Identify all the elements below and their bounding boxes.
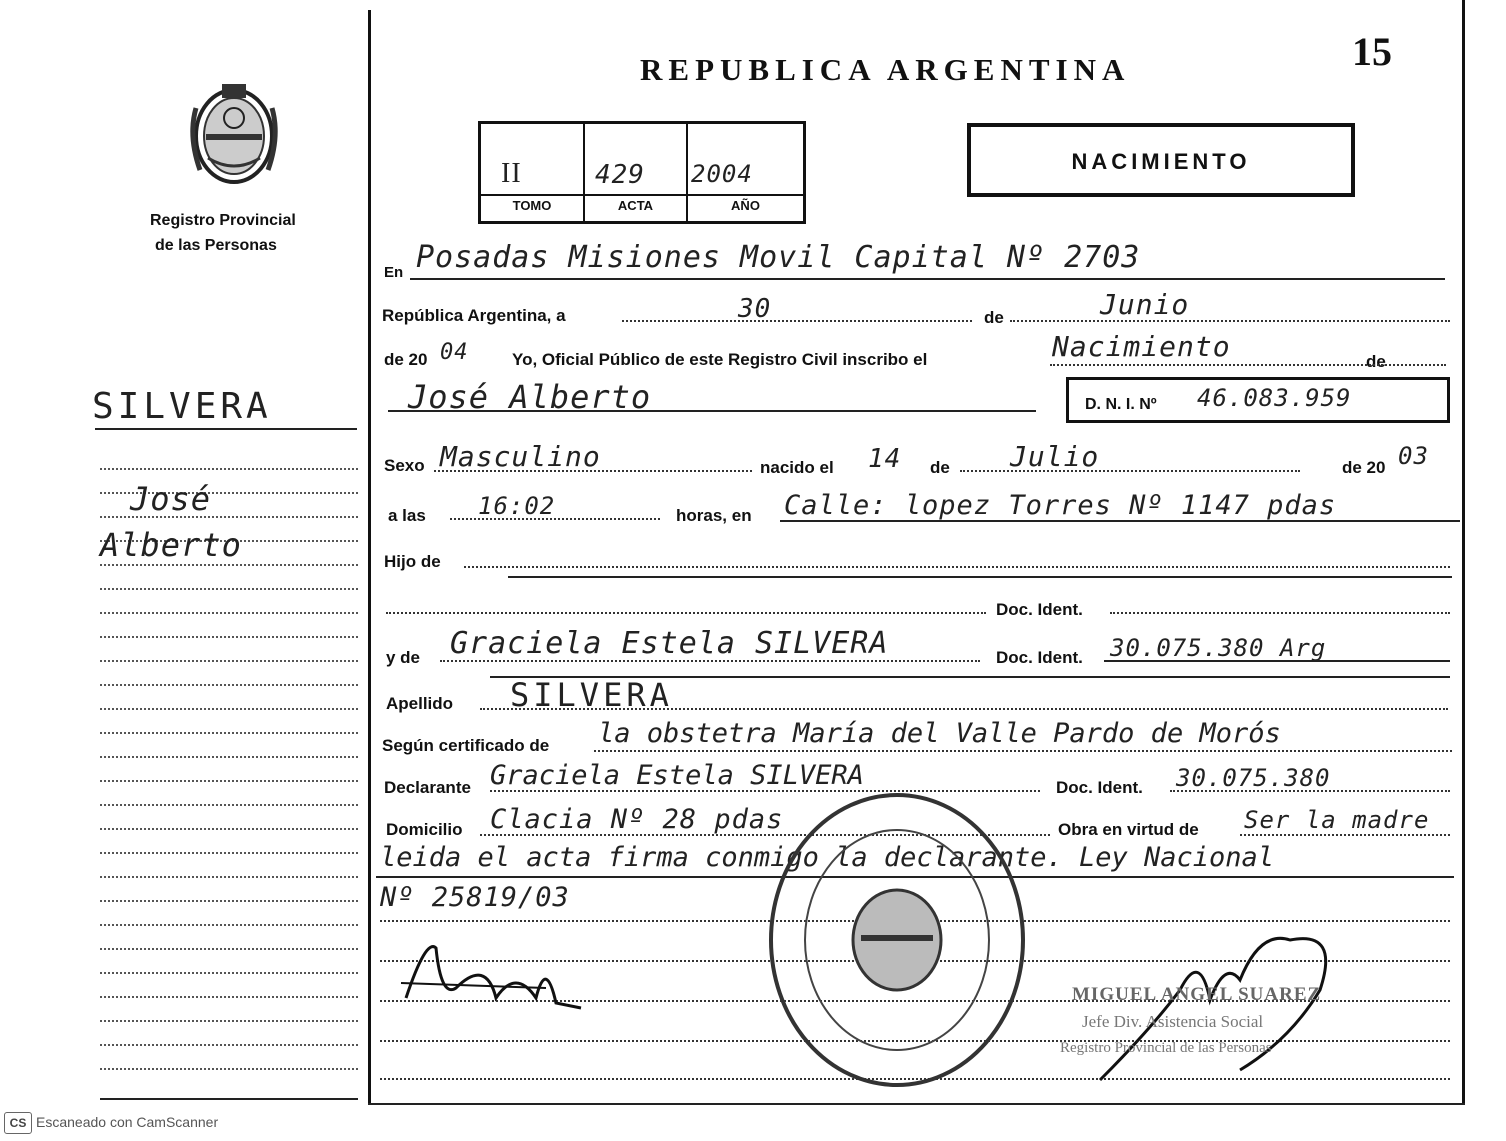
official-title: Jefe Div. Asistencia Social	[1082, 1012, 1264, 1031]
acta-label: ACTA	[617, 198, 654, 213]
coat-of-arms-icon	[182, 78, 286, 188]
dni-label: D. N. I. Nº	[1085, 396, 1157, 413]
doc-type-label: NACIMIENTO	[1071, 149, 1251, 174]
year-prefix-label: de 20	[384, 350, 428, 369]
right-border-line	[1462, 0, 1465, 1105]
acta-value: 429	[595, 160, 645, 190]
nacido-label: nacido el	[760, 458, 834, 477]
declarante-value: Graciela Estela SILVERA	[490, 760, 864, 791]
registry-name-line2: de las Personas	[155, 237, 277, 254]
yde-label: y de	[386, 648, 421, 667]
record-box	[478, 121, 806, 224]
domicilio-value: Clacia Nº 28 pdas	[490, 804, 784, 835]
left-border-line	[368, 10, 371, 1105]
apellido-value: SILVERA	[510, 676, 673, 714]
segun-value: la obstetra María del Valle Pardo de Morós	[598, 718, 1281, 749]
page-number: 15	[1352, 29, 1392, 74]
obra-value: Ser la madre	[1244, 806, 1430, 834]
sexo-value: Masculino	[440, 440, 601, 473]
margin-given-name2: Alberto	[100, 526, 242, 564]
margin-given-name1: José	[130, 480, 212, 518]
observations-line2: Nº 25819/03	[380, 882, 570, 913]
declarante-doc: 30.075.380	[1176, 764, 1331, 792]
nacido-year: 03	[1398, 442, 1429, 470]
obra-label: Obra en virtud de	[1058, 820, 1199, 839]
madre-doc: 30.075.380 Arg	[1110, 634, 1327, 662]
nacido-de-label: de	[930, 458, 950, 477]
dni-box	[1066, 377, 1450, 423]
name-value: José Alberto	[408, 378, 652, 416]
margin-surname-underline	[95, 428, 357, 430]
declarant-signature	[396, 928, 596, 1018]
ano-label: AÑO	[731, 198, 760, 213]
day-value: 30	[738, 294, 772, 324]
month-de-label: de	[984, 308, 1004, 327]
doc-type-box	[967, 123, 1355, 197]
camscanner-badge: CS	[4, 1112, 32, 1134]
madre-value: Graciela Estela SILVERA	[450, 626, 889, 661]
alas-label: a las	[388, 506, 426, 525]
country-title: REPUBLICA ARGENTINA	[640, 52, 1131, 87]
declarante-doc-label: Doc. Ident.	[1056, 778, 1143, 797]
horas-label: horas, en	[676, 506, 752, 525]
tomo-label: TOMO	[512, 198, 552, 213]
declarante-label: Declarante	[384, 778, 471, 797]
hora-value: 16:02	[478, 492, 556, 520]
official-org: Registro Provincial de las Personas	[1060, 1040, 1272, 1056]
en-label: En	[384, 264, 404, 281]
domicilio-label: Domicilio	[386, 820, 463, 839]
nacido-day: 14	[868, 444, 902, 474]
dni-value: 46.083.959	[1197, 384, 1352, 412]
registry-name-line1: Registro Provincial	[150, 212, 296, 229]
sexo-label: Sexo	[384, 456, 425, 475]
margin-surname: SILVERA	[92, 386, 272, 427]
en-value: Posadas Misiones Movil Capital Nº 2703	[416, 240, 1141, 275]
nacido-month: Julio	[1010, 440, 1100, 473]
madre-doc-label: Doc. Ident.	[996, 648, 1083, 667]
lugar-value: Calle: lopez Torres Nº 1147 pdas	[784, 490, 1337, 521]
republica-label: República Argentina, a	[382, 306, 566, 325]
official-seal-icon	[766, 790, 1028, 1090]
hijo-label: Hijo de	[384, 552, 441, 571]
inscribo-value: Nacimiento	[1052, 330, 1231, 363]
bottom-border-line	[368, 1103, 1465, 1105]
ano-value: 2004	[691, 160, 753, 188]
official-name: MIGUEL ANGEL SUAREZ	[1072, 984, 1322, 1005]
observations-line1: leida el acta firma conmigo la declarante. Ley Nacional	[380, 842, 1275, 873]
oficial-statement: Yo, Oficial Público de este Registro Civil inscribo el	[512, 350, 928, 369]
segun-label: Según certificado de	[382, 736, 550, 755]
year-value: 04	[440, 340, 469, 365]
month-value: Junio	[1100, 288, 1190, 321]
tomo-value: II	[501, 158, 522, 189]
apellido-label: Apellido	[386, 694, 454, 713]
camscanner-text: Escaneado con CamScanner	[36, 1114, 219, 1130]
inscribo-de-label: de	[1366, 352, 1386, 371]
nacido-year-prefix: de 20	[1342, 458, 1386, 477]
father-doc-label: Doc. Ident.	[996, 600, 1083, 619]
